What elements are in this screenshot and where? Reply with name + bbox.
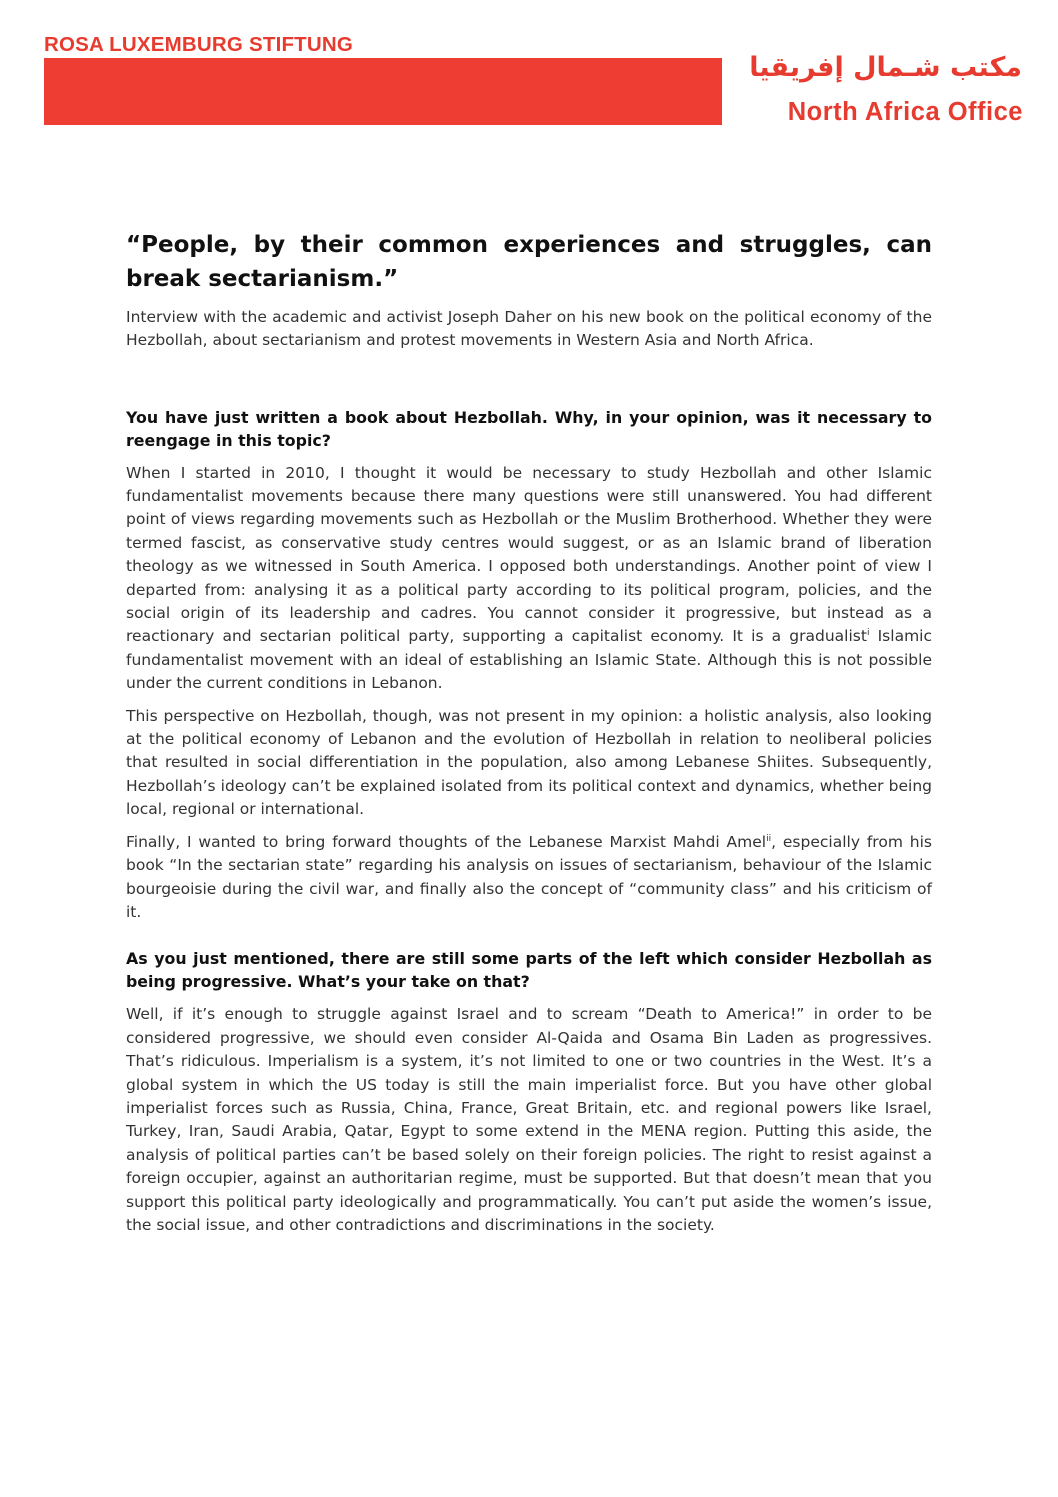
- answer-text: , especially from his book “In the sectarian state” regarding his analysis on issues of sectarianism, behaviour of the Islamic bourgeoisie during the civil war, and finally also the concept of “community class” and his criticism of it.: [126, 832, 932, 921]
- article-lead: Interview with the academic and activist Joseph Daher on his new book on the political economy of the Hezbollah, about sectarianism and protest movements in Western Asia and North Africa.: [126, 308, 932, 350]
- answer-1-paragraph-3: [126, 831, 932, 925]
- answer-text: When I started in 2010, I thought it would be necessary to study Hezbollah and other Islamic fundamentalist movements because there many questions were still unanswered. You had different point of views regarding movements such as Hezbollah or the Muslim Brotherhood. Whether they were termed fascist, as conservative study centres would suggest, or as an Islamic brand of liberation theology as we witnessed in South America. I opposed both understandings. Another point of view I departed from: analysing it as a political party according to its political program, policies, and the social origin of its leadership and cadres. You cannot consider it progressive, but instead as a reactionary and sectarian political party, supporting a capitalist economy. It is a gradualist: [126, 463, 932, 646]
- answer-1-paragraph-1: [126, 462, 932, 696]
- office-name-arabic: مكتب شـمال إفريقيا: [749, 52, 1022, 83]
- question-1: You have just written a book about Hezbollah. Why, in your opinion, was it necessary to reengage in this topic?: [126, 407, 932, 450]
- article-body: [126, 228, 932, 1237]
- article-title: “People, by their common experiences and struggles, can break sectarianism.”: [126, 232, 932, 292]
- office-name-latin: North Africa Office: [787, 98, 1023, 126]
- endnote-marker-i[interactable]: i: [866, 628, 870, 639]
- question-2: As you just mentioned, there are still some parts of the left which consider Hezbollah as being progressive. What’s your take on that?: [126, 949, 932, 992]
- answer-text: Islamic fundamentalist movement with an ideal of establishing an Islamic State. Although this is not possible under the current conditions in Lebanon.: [126, 627, 932, 693]
- brand-name: ROSA LUXEMBURG STIFTUNG: [44, 33, 354, 56]
- endnote-marker-ii[interactable]: ii: [766, 833, 772, 844]
- answer-text: Finally, I wanted to bring forward thoughts of the Lebanese Marxist Mahdi Amel: [126, 832, 767, 851]
- brand-color-bar: [44, 58, 722, 125]
- answer-2-paragraph-1: Well, if it’s enough to struggle against Israel and to scream “Death to America!” in order to be considered progressive, we should even consider Al-Qaida and Osama Bin Laden as progressives. That’s ridiculous. Imperialism is a system, it’s not limited to one or two countries in the West. It’s a global system in which the US today is still the main imperialist force. But you have other global imperialist forces such as Russia, China, France, Great Britain, etc. and regional powers like Israel, Turkey, Iran, Saudi Arabia, Qatar, Egypt to some extend in the MENA region. Putting this aside, the analysis of political parties can’t be based solely on their foreign policies. The right to resist against a foreign occupier, against an authoritarian regime, must be supported. But that doesn’t mean that you support this political party ideologically and programmatically. You can’t put aside the women’s issue, the social issue, and other contradictions and discriminations in the society.: [126, 1005, 932, 1234]
- answer-1-paragraph-2: This perspective on Hezbollah, though, was not present in my opinion: a holistic analysis, also looking at the political economy of Lebanon and the evolution of Hezbollah in relation to neoliberal policies that resulted in social differentiation in the population, also among Lebanese Shiites. Subsequently, Hezbollah’s ideology can’t be explained isolated from its political context and dynamics, whether being local, regional or international.: [126, 706, 932, 819]
